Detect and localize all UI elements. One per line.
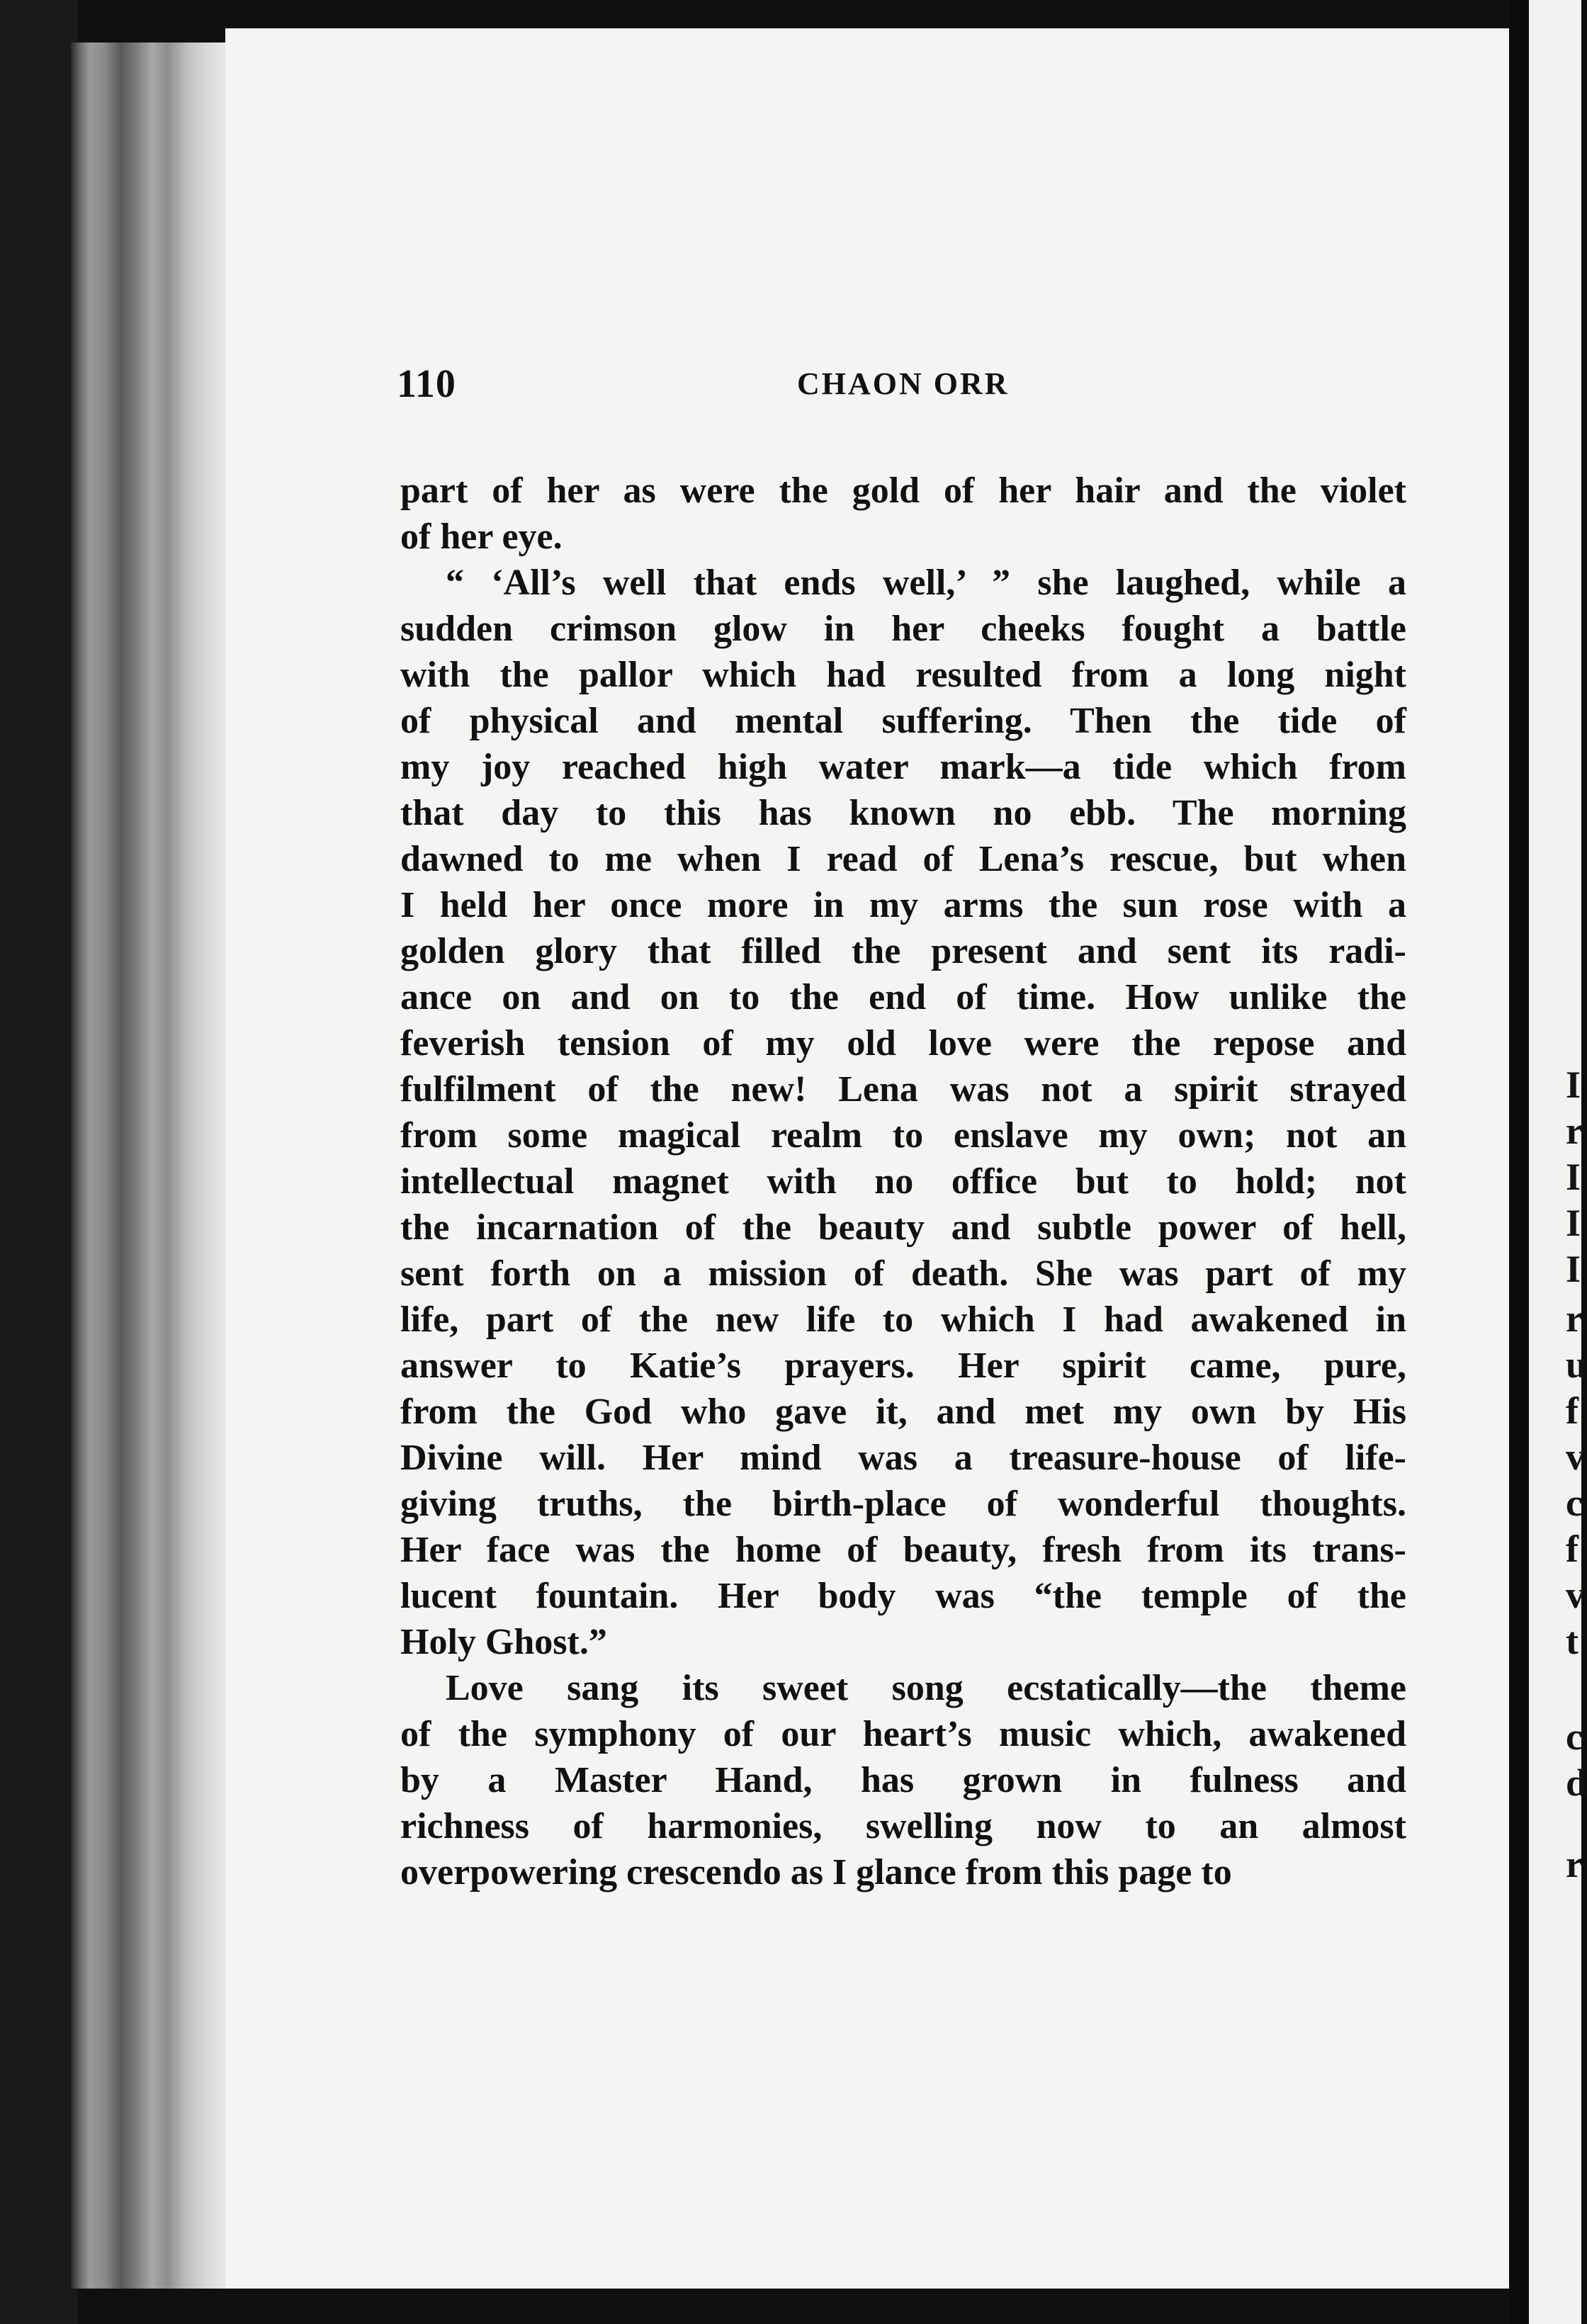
adjacent-page-letter: f: [1566, 1389, 1578, 1432]
text-line: part of her as were the gold of her hair and the violet: [400, 470, 1406, 511]
text-line: of physical and mental suffering. Then the tide of: [400, 701, 1406, 741]
running-head: [397, 361, 1403, 418]
scan-background-left: [0, 0, 78, 2324]
text-line: richness of harmonies, swelling now to an almost: [400, 1806, 1406, 1846]
text-line: from some magical realm to enslave my own; not an: [400, 1115, 1406, 1156]
text-line: of the symphony of our heart’s music which, awakened: [400, 1714, 1406, 1754]
adjacent-page-letter: I: [1566, 1064, 1581, 1106]
text-line: the incarnation of the beauty and subtle power of hell,: [400, 1207, 1406, 1248]
text-line: Her face was the home of beauty, fresh from its trans-: [400, 1530, 1406, 1570]
text-line: fulfilment of the new! Lena was not a spirit strayed: [400, 1069, 1406, 1110]
text-line: answer to Katie’s prayers. Her spirit came, pure,: [400, 1346, 1406, 1386]
adjacent-page-letter: r: [1566, 1110, 1583, 1152]
text-line: by a Master Hand, has grown in fulness and: [400, 1760, 1406, 1800]
book-spine-edge: [71, 43, 227, 2289]
text-line: of her eye.: [400, 517, 563, 557]
adjacent-page-letter: I: [1566, 1248, 1581, 1290]
adjacent-page-letter: c: [1566, 1715, 1583, 1758]
text-line: sent forth on a mission of death. She was part of my: [400, 1253, 1406, 1294]
body-text: [400, 468, 1406, 1895]
text-line: sudden crimson glow in her cheeks fought a battle: [400, 609, 1406, 649]
text-line: feverish tension of my old love were the repose and: [400, 1023, 1406, 1064]
text-line: dawned to me when I read of Lena’s rescue, but when: [400, 839, 1406, 879]
adjacent-page-letter: f: [1566, 1528, 1578, 1570]
adjacent-page-letter: d: [1566, 1761, 1587, 1804]
text-line: Love sang its sweet song ecstatically—the theme: [446, 1668, 1406, 1708]
text-line: golden glory that filled the present and sent its radi-: [400, 931, 1406, 971]
text-line: that day to this has known no ebb. The morning: [400, 793, 1406, 833]
text-line: from the God who gave it, and met my own by His: [400, 1392, 1406, 1432]
adjacent-page-letter: r: [1566, 1297, 1583, 1340]
text-line: my joy reached high water mark—a tide which from: [400, 747, 1406, 787]
adjacent-page-letter: I: [1566, 1156, 1581, 1198]
text-line: life, part of the new life to which I had awakened in: [400, 1299, 1406, 1340]
text-line: lucent fountain. Her body was “the temple of the: [400, 1576, 1406, 1616]
adjacent-page-letter: c: [1566, 1482, 1583, 1524]
text-line: Divine will. Her mind was a treasure-house of life-: [400, 1438, 1406, 1478]
text-line: ance on and on to the end of time. How unlike the: [400, 977, 1406, 1017]
text-line: overpowering crescendo as I glance from this page to: [400, 1852, 1232, 1893]
text-line: with the pallor which had resulted from a long night: [400, 655, 1406, 695]
adjacent-page-letter: v: [1566, 1435, 1585, 1478]
text-line: intellectual magnet with no office but to hold; not: [400, 1161, 1406, 1202]
text-line: I held her once more in my arms the sun rose with a: [400, 885, 1406, 925]
running-title: CHAON ORR: [797, 366, 1010, 401]
adjacent-page-letter: t: [1566, 1620, 1578, 1662]
adjacent-page-letter: I: [1566, 1202, 1581, 1244]
text-line: giving truths, the birth-place of wonderful thoughts.: [400, 1484, 1406, 1524]
text-line: Holy Ghost.”: [400, 1622, 607, 1662]
adjacent-page-letter: u: [1566, 1343, 1587, 1386]
adjacent-page-letter: r: [1566, 1843, 1583, 1885]
page-number: 110: [397, 362, 456, 406]
adjacent-page-letter: v: [1566, 1574, 1585, 1616]
text-line: “ ‘All’s well that ends well,’ ” she laughed, while a: [446, 563, 1406, 603]
